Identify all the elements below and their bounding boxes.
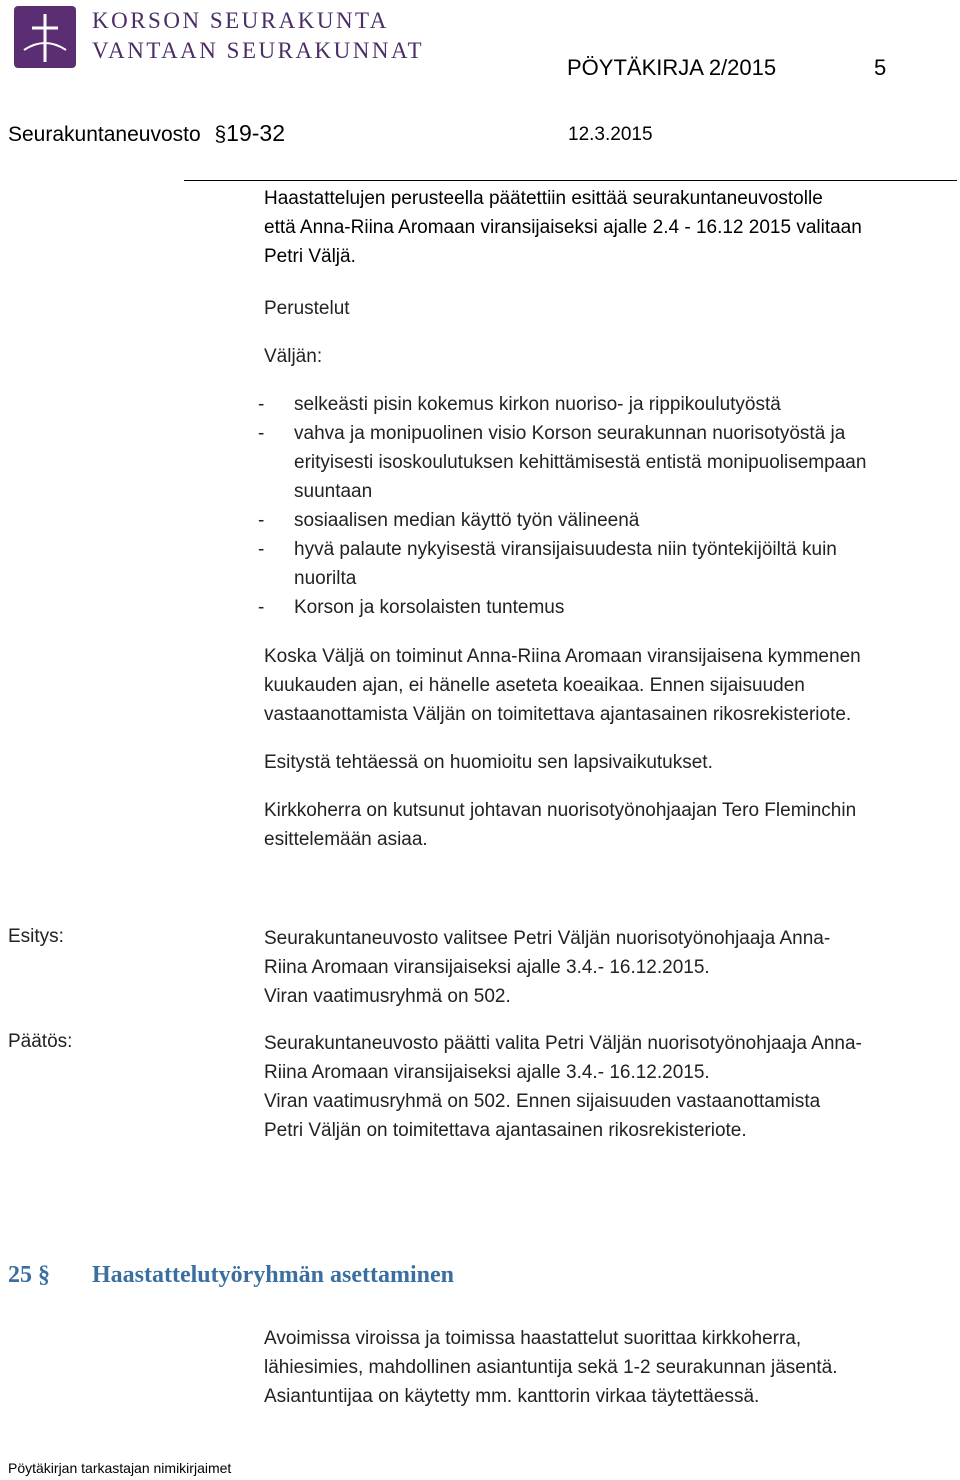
council-name: Seurakuntaneuvosto [8,123,201,146]
section-header [8,120,285,147]
meeting-date: 12.3.2015 [568,124,653,145]
text-line: Seurakuntaneuvosto päätti valita Petri Väljän nuorisotyönohjaaja Anna- [264,1033,862,1054]
bullet-dash: - [258,597,265,618]
text-line: Viran vaatimusryhmä on 502. Ennen sijaisuuden vastaanottamista [264,1091,821,1112]
bullet-dash: - [258,394,265,415]
org-name-line2: VANTAAN SEURAKUNNAT [92,38,425,63]
text-line: Petri Väljä. [264,246,356,267]
section-number: 25 § [8,1262,50,1288]
section-25-text [264,1324,838,1411]
text-line: Riina Aromaan viransijaiseksi ajalle 3.4.- 16.12.2015. [264,1062,710,1083]
text-line: selkeästi pisin kokemus kirkon nuoriso- ja rippikoulutyöstä [294,394,781,415]
list-item [258,535,866,593]
paatos-text [264,1029,862,1145]
intro-paragraph [264,184,862,271]
text-line: Riina Aromaan viransijaiseksi ajalle 3.4.- 16.12.2015. [264,957,710,978]
org-name-line1: KORSON SEURAKUNTA [92,8,389,33]
text-line: vahva ja monipuolinen visio Korson seurakunnan nuorisotyöstä ja [294,423,846,444]
reasons-list [258,390,866,622]
text-line: kuukauden ajan, ei hänelle aseteta koeaikaa. Ennen sijaisuuden [264,675,805,696]
text-line: Seurakuntaneuvosto valitsee Petri Väljän nuorisotyönohjaaja Anna- [264,928,831,949]
text-line: esittelemään asiaa. [264,829,428,850]
list-item [258,506,866,535]
text-line: nuorilta [294,568,357,589]
footer-initials-label: Pöytäkirjan tarkastajan nimikirjaimet [8,1460,232,1476]
list-item [258,419,866,506]
text-line: Viran vaatimusryhmä on 502. [264,986,511,1007]
text-line: vastaanottamista Väljän on toimitettava ajantasainen rikosrekisteriote. [264,704,852,725]
text-line: lähiesimies, mahdollinen asiantuntija sekä 1-2 seurakunnan jäsentä. [264,1357,838,1378]
bullet-dash: - [258,423,265,444]
perustelut-heading: Perustelut [264,298,350,319]
list-item [258,390,866,419]
section-sign: § [214,123,227,146]
section-range: 19-32 [226,120,285,146]
text-line: Asiantuntijaa on käytetty mm. kanttorin virkaa täytettäessä. [264,1386,760,1407]
list-item [258,593,866,622]
esitys-label: Esitys: [8,926,64,947]
text-line: suuntaan [294,481,373,502]
section-25-heading [8,1262,454,1289]
header-divider [184,180,957,181]
text-line: Haastattelujen perusteella päätettiin esittää seurakuntaneuvostolle [264,188,823,209]
section-title: Haastattelutyöryhmän asettaminen [92,1262,454,1288]
page-number: 5 [874,55,887,80]
esitys-text [264,924,830,1011]
text-line: Petri Väljän on toimitettava ajantasainen rikosrekisteriote. [264,1120,747,1141]
bullet-dash: - [258,539,265,560]
paatos-label: Päätös: [8,1031,73,1052]
bullet-dash: - [258,510,265,531]
document-title: PÖYTÄKIRJA 2/2015 [567,55,777,80]
text-line: erityisesti isoskoulutuksen kehittämisestä entistä monipuolisempaan [294,452,867,473]
text-line: sosiaalisen median käyttö työn välineenä [294,510,640,531]
text-line: että Anna-Riina Aromaan viransijaiseksi ajalle 2.4 - 16.12 2015 valitaan [264,217,862,238]
text-line: Avoimissa viroissa ja toimissa haastattelut suorittaa kirkkoherra, [264,1328,802,1349]
text-line: Kirkkoherra on kutsunut johtavan nuorisotyönohjaajan Tero Fleminchin [264,800,857,821]
text-line: hyvä palaute nykyisestä viransijaisuudesta niin työntekijöiltä kuin [294,539,837,560]
text-line: Koska Väljä on toiminut Anna-Riina Aromaan viransijaisena kymmenen [264,646,861,667]
text-line: Korson ja korsolaisten tuntemus [294,597,565,618]
valjan-label: Väljän: [264,346,323,367]
koska-paragraph [264,642,861,729]
parish-logo-icon [14,6,76,68]
esitysta-paragraph: Esitystä tehtäessä on huomioitu sen lapsivaikutukset. [264,752,713,773]
kirkkoherra-paragraph [264,796,856,854]
